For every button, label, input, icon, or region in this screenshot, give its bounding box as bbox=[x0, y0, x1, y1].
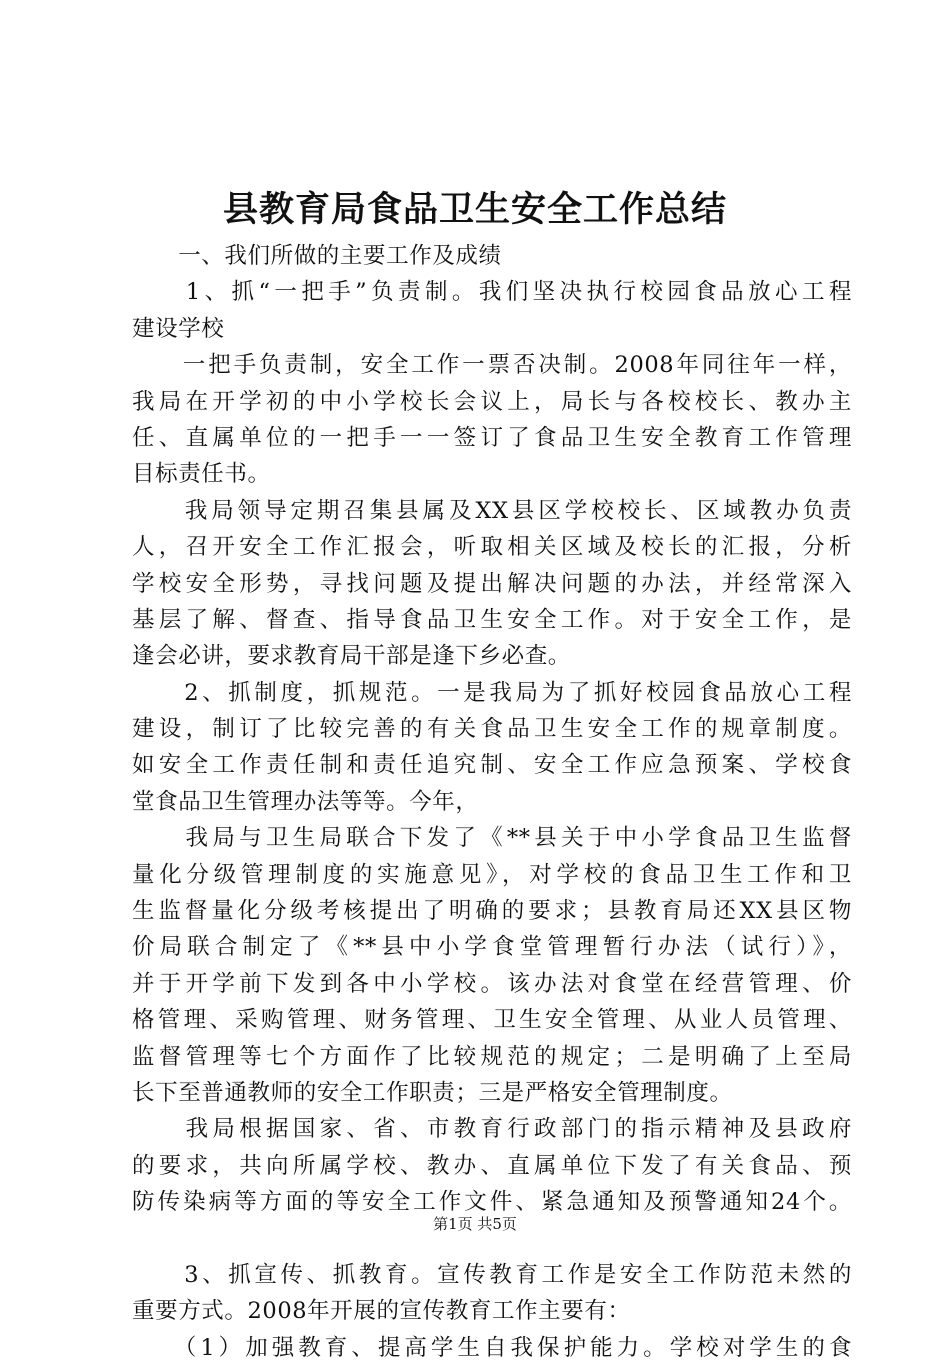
text-line: 一、我们所做的主要工作及成绩 bbox=[132, 243, 502, 269]
text-line: 的要求，共向所属学校、教办、直属单位下发了有关食品、预 bbox=[132, 1152, 852, 1179]
text-line: 目标责任书。 bbox=[132, 461, 271, 488]
document-title: 县教育局食品卫生安全工作总结 bbox=[222, 189, 727, 230]
text-line: 人，召开安全工作汇报会，听取相关区域及校长的汇报，分析 bbox=[132, 534, 852, 561]
text-line: 建设学校 bbox=[132, 315, 225, 342]
text-line: 任、直属单位的一把手一一签订了食品卫生安全教育工作管理 bbox=[132, 424, 852, 451]
text-line: 价局联合制定了《**县中小学食堂管理暂行办法（试行）》， bbox=[132, 934, 852, 961]
text-line: 量化分级管理制度的实施意见》，对学校的食品卫生工作和卫 bbox=[132, 861, 852, 888]
text-line: 长下至普通教师的安全工作职责；三是严格安全管理制度。 bbox=[132, 1079, 733, 1106]
document-body bbox=[132, 238, 852, 1366]
text-line: 如安全工作责任制和责任追究制、安全工作应急预案、学校食 bbox=[132, 752, 852, 779]
page-footer: 第1页 共5页 bbox=[433, 1215, 517, 1233]
text-line: 基层了解、督查、指导食品卫生安全工作。对于安全工作，是 bbox=[132, 606, 852, 633]
text-line: 3、抓宣传、抓教育。宣传教育工作是安全工作防范未然的 bbox=[132, 1261, 852, 1288]
text-line: 我局根据国家、省、市教育行政部门的指示精神及县政府 bbox=[132, 1116, 852, 1143]
text-line: 学校安全形势，寻找问题及提出解决问题的办法，并经常深入 bbox=[132, 570, 852, 597]
text-line: 并于开学前下发到各中小学校。该办法对食堂在经营管理、价 bbox=[132, 970, 852, 997]
text-line: 防传染病等方面的等安全工作文件、紧急通知及预警通知24个。 bbox=[132, 1189, 852, 1216]
text-line: 生监督量化分级考核提出了明确的要求；县教育局还XX县区物 bbox=[132, 898, 852, 925]
text-line: 1、抓“一把手”负责制。我们坚决执行校园食品放心工程 bbox=[132, 279, 852, 306]
text-line: 2、抓制度，抓规范。一是我局为了抓好校园食品放心工程 bbox=[132, 679, 852, 706]
text-line: （1）加强教育、提高学生自我保护能力。学校对学生的食 bbox=[132, 1334, 852, 1361]
text-line: 建设，制订了比较完善的有关食品卫生安全工作的规章制度。 bbox=[132, 716, 852, 743]
text-line: 逢会必讲，要求教育局干部是逢下乡必查。 bbox=[132, 643, 571, 670]
text-line: 我局领导定期召集县属及XX县区学校校长、区域教办负责 bbox=[132, 497, 852, 524]
text-line: 我局与卫生局联合下发了《**县关于中小学食品卫生监督 bbox=[132, 825, 852, 852]
text-line: 监督管理等七个方面作了比较规范的规定；二是明确了上至局 bbox=[132, 1043, 852, 1070]
text-line: 堂食品卫生管理办法等等。今年， bbox=[132, 788, 479, 815]
text-line: 我局在开学初的中小学校长会议上，局长与各校校长、教办主 bbox=[132, 388, 852, 415]
text-line: 一把手负责制，安全工作一票否决制。2008年同往年一样， bbox=[132, 352, 852, 379]
text-line: 格管理、采购管理、财务管理、卫生安全管理、从业人员管理、 bbox=[132, 1007, 852, 1034]
text-line: 重要方式。2008年开展的宣传教育工作主要有： bbox=[132, 1298, 631, 1325]
